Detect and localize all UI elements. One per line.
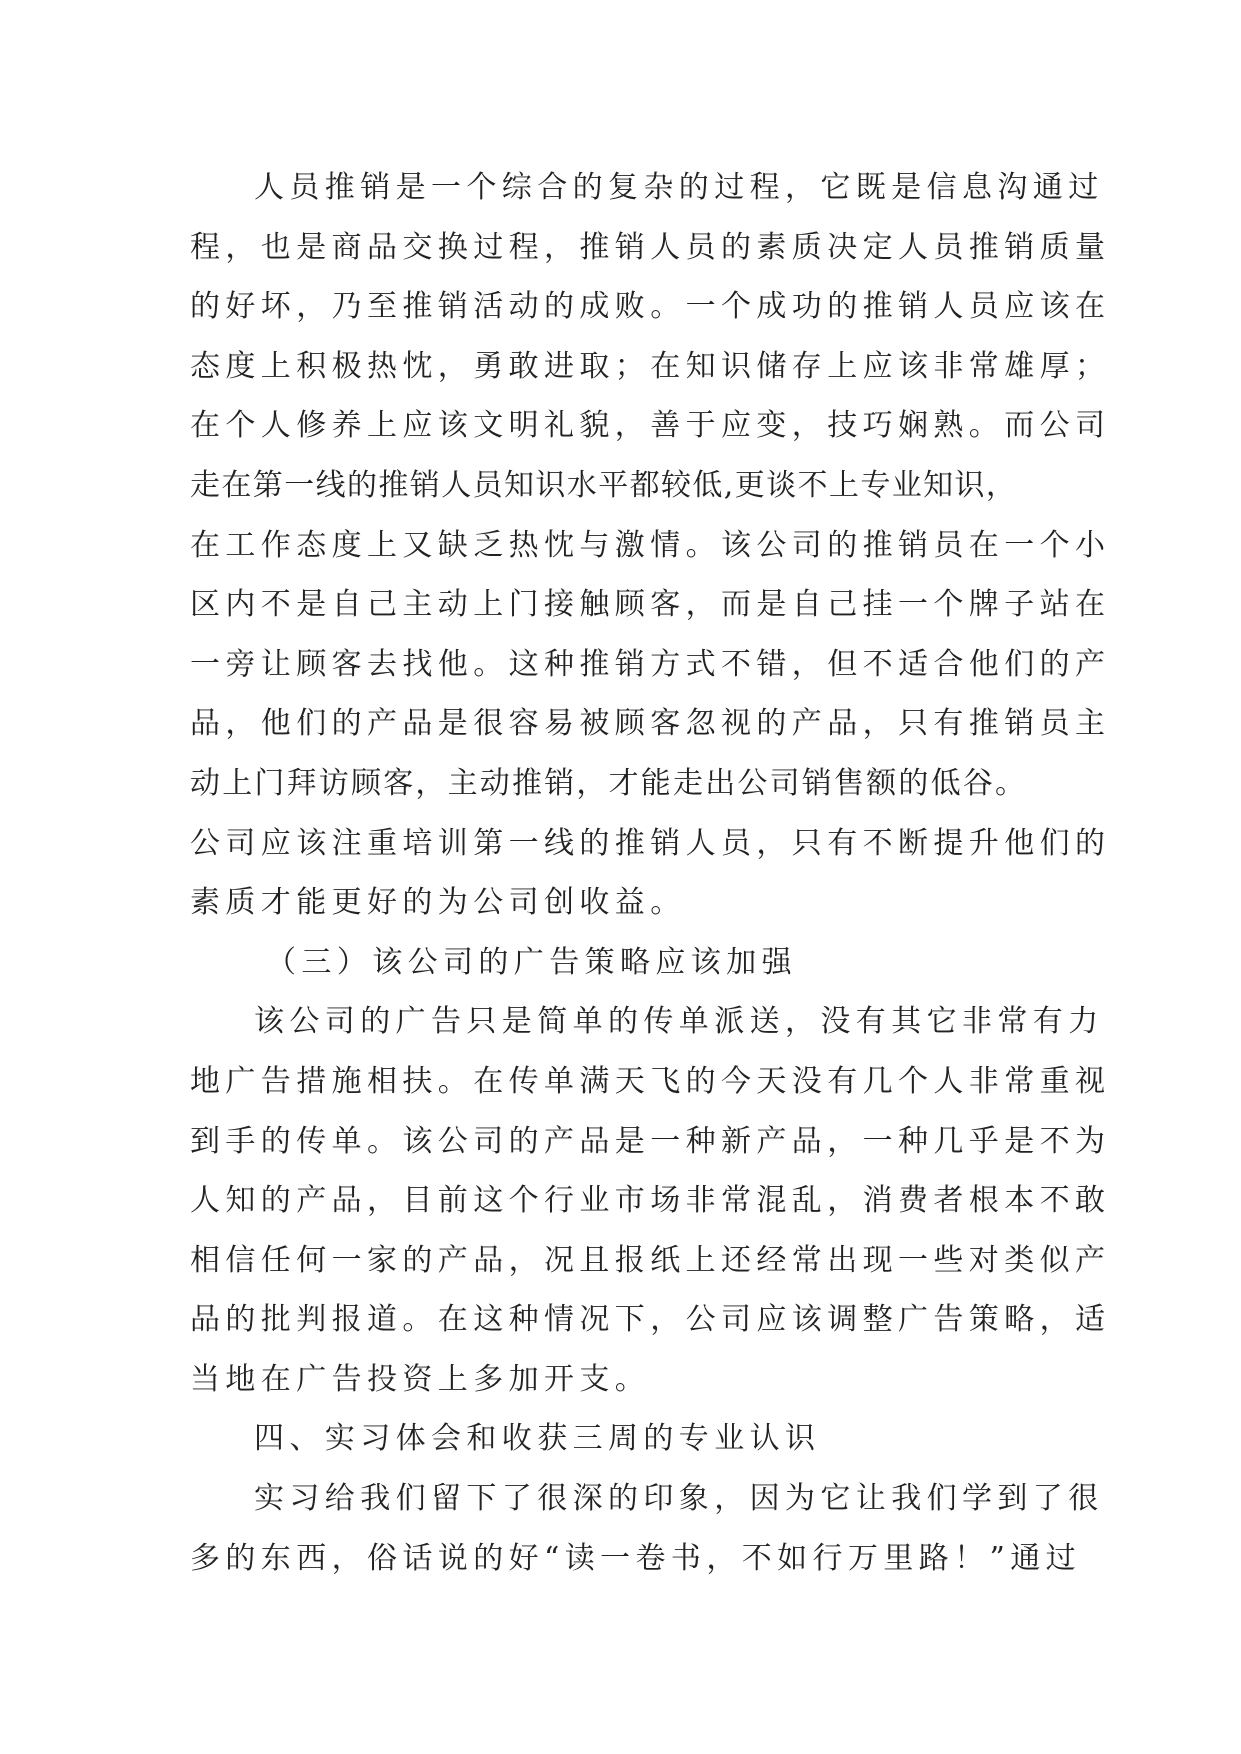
paragraph-line: 人知的产品，目前这个行业市场非常混乱，消费者根本不敢 <box>190 1183 1111 1219</box>
paragraph-line: 实习给我们留下了很深的印象，因为它让我们学到了很 <box>254 1481 1104 1517</box>
paragraph-line: 相信任何一家的产品，况且报纸上还经常出现一些对类似产 <box>190 1242 1111 1278</box>
paragraph-line: 区内不是自己主动上门接触顾客，而是自己挂一个牌子站在 <box>190 587 1111 623</box>
paragraph-line: 品，他们的产品是很容易被顾客忽视的产品，只有推销员主 <box>190 706 1111 742</box>
paragraph-line: 在个人修养上应该文明礼貌，善于应变，技巧娴熟。而公司 <box>190 408 1111 444</box>
paragraph-line: 当地在广告投资上多加开支。 <box>190 1361 651 1397</box>
paragraph-line: 人员推销是一个综合的复杂的过程，它既是信息沟通过 <box>254 170 1104 205</box>
paragraph-line: 程，也是商品交换过程，推销人员的素质决定人员推销质量 <box>190 229 1111 265</box>
paragraph-line: 在工作态度上又缺乏热忱与激情。该公司的推销员在一个小 <box>190 527 1111 563</box>
paragraph-line: 态度上积极热忱，勇敢进取；在知识储存上应该非常雄厚； <box>190 348 1111 384</box>
paragraph-line: 动上门拜访顾客，主动推销，才能走出公司销售额的低谷。 <box>190 765 1028 801</box>
paragraph-line: 到手的传单。该公司的产品是一种新产品，一种几乎是不为 <box>190 1123 1111 1159</box>
paragraph-line: 走在第一线的推销人员知识水平都较低,更谈不上专业知识， <box>190 467 1018 503</box>
paragraph-line: 的好坏，乃至推销活动的成败。一个成功的推销人员应该在 <box>190 289 1111 325</box>
paragraph-line: 品的批判报道。在这种情况下，公司应该调整广告策略，适 <box>190 1302 1111 1338</box>
paragraph-line: 该公司的广告只是简单的传单派送，没有其它非常有力 <box>254 1004 1104 1040</box>
paragraph-line: 素质才能更好的为公司创收益。 <box>190 885 686 921</box>
paragraph-line: 地广告措施相扶。在传单满天飞的今天没有几个人非常重视 <box>190 1063 1111 1099</box>
paragraph-line: 多的东西，俗话说的好“读一卷书，不如行万里路！”通过 <box>190 1540 1082 1576</box>
section-heading: 四、实习体会和收获三周的专业认识 <box>254 1421 821 1457</box>
section-heading: （三）该公司的广告策略应该加强 <box>266 944 797 980</box>
body-text <box>190 158 1111 1588</box>
paragraph-line: 一旁让顾客去找他。这种推销方式不错，但不适合他们的产 <box>190 646 1111 682</box>
paragraph-line: 公司应该注重培训第一线的推销人员，只有不断提升他们的 <box>190 825 1111 861</box>
